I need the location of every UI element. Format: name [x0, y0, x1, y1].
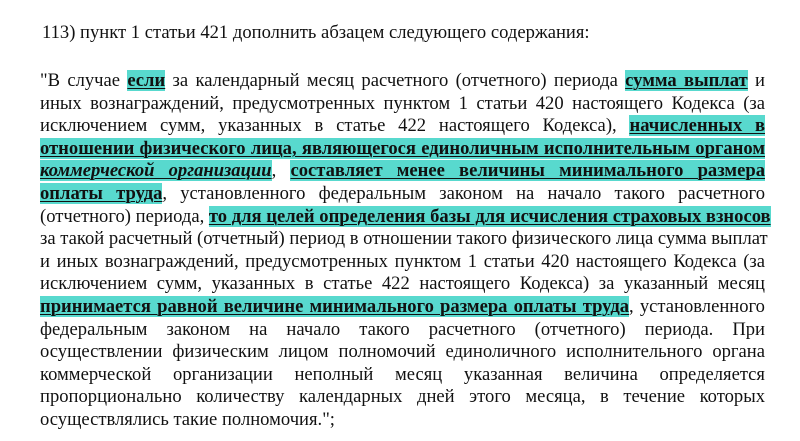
text-run: и иных вознаграждений, предусмотренных пунктом 1 статьи 420 настоящего Кодекса (за [40, 250, 765, 272]
highlighted-phrase: принимается равной величине минимального размера оплаты труда [40, 295, 630, 317]
text-run: осуществлении физическим лицом полномочий единоличного исполнительного органа [40, 341, 765, 363]
paragraph-line [40, 251, 765, 274]
highlighted-phrase: начисленных в [629, 115, 765, 137]
text-run: федеральным законом на начало такого расчетного (отчетного) периода. При [40, 318, 765, 340]
text-run: , установленного федеральным законом на начало такого расчетного [162, 182, 766, 204]
highlighted-phrase: коммерческой организации [40, 160, 272, 182]
paragraph-line [40, 409, 765, 432]
text-run: , [271, 160, 291, 182]
amendment-heading: 113) пункт 1 статьи 421 дополнить абзацем следующего содержания: [42, 22, 590, 43]
text-run: пропорционально количеству календарных дней этого месяца, в течение которых [40, 386, 765, 408]
highlighted-phrase: сумма выплат [625, 70, 748, 91]
paragraph-line [40, 93, 765, 116]
paragraph-line [40, 115, 765, 138]
highlighted-phrase: оплаты труда [40, 182, 163, 204]
text-run: "В случае [40, 70, 128, 91]
paragraph-line [40, 364, 765, 387]
quoted-paragraph [40, 70, 771, 432]
paragraph-line [40, 205, 771, 229]
highlighted-phrase: составляет менее величины минимального размера [290, 160, 765, 182]
text-run: за календарный месяц расчетного (отчетного) периода [165, 70, 626, 91]
highlighted-phrase: то для целей определения базы для исчисления страховых взносов [208, 205, 771, 227]
text-run: исключением сумм, указанных в статье 422 настоящего Кодекса) за указанный месяц [40, 273, 765, 295]
paragraph-line [40, 386, 765, 409]
text-run: за такой расчетный (отчетный) период в отношении такого физического лица сумма выплат [40, 228, 768, 250]
paragraph-line [40, 273, 765, 296]
paragraph-line [40, 341, 765, 364]
text-run: , установленного [629, 295, 765, 317]
text-run: осуществлялись такие полномочия."; [40, 408, 335, 430]
paragraph-line [40, 319, 765, 342]
paragraph-line [40, 70, 765, 93]
text-run: иных вознаграждений, предусмотренных пунктом 1 статьи 420 настоящего Кодекса (за [40, 92, 765, 114]
text-run: (отчетного) периода, [40, 205, 209, 227]
text-run: и [747, 70, 765, 91]
paragraph-line [40, 160, 765, 183]
paragraph-line [40, 296, 765, 319]
text-run: исключением сумм, указанных в статье 422 настоящего Кодекса), [40, 115, 630, 137]
paragraph-line [40, 228, 768, 251]
text-run: коммерческой организации неполный месяц указанная величина определяется [40, 363, 765, 385]
paragraph-line [40, 138, 765, 161]
highlighted-phrase: если [127, 70, 166, 91]
paragraph-line [40, 183, 765, 206]
highlighted-phrase: отношении физического лица, являющегося единоличным исполнительным органом [40, 137, 765, 159]
